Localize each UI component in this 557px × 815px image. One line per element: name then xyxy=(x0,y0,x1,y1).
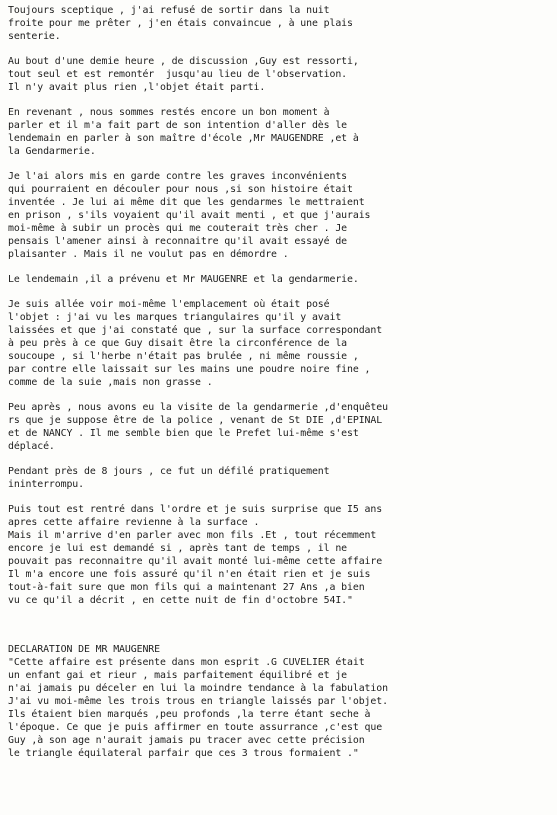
text-line: moi-même à subir un procès qui me couterait très cher . Je xyxy=(8,223,348,234)
text-line: Il n'y avait plus rien ,l'objet était parti. xyxy=(8,82,266,93)
paragraph xyxy=(8,106,549,158)
text-line: Je suis allée voir moi-même l'emplacement où était posé xyxy=(8,299,330,310)
paragraph xyxy=(8,55,549,94)
text-line: en prison , s'ils voyaient qu'il avait menti , et que j'aurais xyxy=(8,210,371,221)
text-line: déplacé. xyxy=(8,441,55,452)
document-body xyxy=(8,4,549,607)
text-line: tout-à-fait sure que mon fils qui a maintenant 27 Ans ,a bien xyxy=(8,582,365,593)
text-line: "Cette affaire est présente dans mon esprit .G CUVELIER était xyxy=(8,657,365,668)
paragraph xyxy=(8,465,549,491)
text-line: Ils étaient bien marqués ,peu profonds ,la terre étant seche à xyxy=(8,709,371,720)
text-line: le triangle équilateral parfair que ces 3 trous formaient ." xyxy=(8,748,359,759)
text-line: senterie. xyxy=(8,31,61,42)
text-line: pensais l'amener ainsi à reconnaitre qu'il avait essayé de xyxy=(8,236,348,247)
text-line: Au bout d'une demie heure , de discussion ,Guy est ressorti, xyxy=(8,56,359,67)
text-line: soucoupe , si l'herbe n'était pas brulée , ni même roussie , xyxy=(8,351,359,362)
text-line: qui pourraient en découler pour nous ,si son histoire était xyxy=(8,184,353,195)
paragraph xyxy=(8,4,549,43)
text-line: plaisanter . Mais il ne voulut pas en démordre . xyxy=(8,249,289,260)
text-line: un enfant gai et rieur , mais parfaitement équilibré et je xyxy=(8,670,348,681)
paragraph xyxy=(8,298,549,389)
text-line: n'ai jamais pu déceler en lui la moindre tendance à la fabulation xyxy=(8,683,388,694)
text-line: rs que je suppose être de la police , venant de St DIE ,d'EPINAL xyxy=(8,415,383,426)
text-line: ininterrompu. xyxy=(8,479,84,490)
section-title: DECLARATION DE MR MAUGENRE xyxy=(8,644,160,655)
text-line: par contre elle laissait sur les mains une poudre noire fine , xyxy=(8,364,371,375)
final-paragraph xyxy=(8,656,549,760)
text-line: apres cette affaire revienne à la surface . xyxy=(8,517,260,528)
text-line: à peu près à ce que Guy disait être la circonférence de la xyxy=(8,338,348,349)
text-line: froite pour me prêter , j'en étais convaincue , à une plais xyxy=(8,18,353,29)
text-line: Guy ,à son age n'aurait jamais pu tracer avec cette précision xyxy=(8,735,365,746)
text-line: lendemain en parler à son maître d'école ,Mr MAUGENDRE ,et à xyxy=(8,133,359,144)
text-line: Il m'a encore une fois assuré qu'il n'en était rien et je suis xyxy=(8,569,371,580)
text-line: Toujours sceptique , j'ai refusé de sortir dans la nuit xyxy=(8,5,330,16)
paragraph xyxy=(8,170,549,261)
paragraph xyxy=(8,273,549,286)
text-line: Le lendemain ,il a prévenu et Mr MAUGENRE et la gendarmerie. xyxy=(8,274,359,285)
text-line: l'époque. Ce que je puis affirmer en toute assurrance ,c'est que xyxy=(8,722,383,733)
text-line: l'objet : j'ai vu les marques triangulaires qu'il y avait xyxy=(8,312,342,323)
text-line: Peu après , nous avons eu la visite de la gendarmerie ,d'enquêteu xyxy=(8,402,388,413)
text-line: la Gendarmerie. xyxy=(8,146,96,157)
text-line: Pendant près de 8 jours , ce fut un défilé pratiquement xyxy=(8,466,330,477)
section-gap xyxy=(8,619,549,643)
text-line: vu ce qu'il a décrit , en cette nuit de fin d'octobre 54I." xyxy=(8,595,353,606)
text-line: Puis tout est rentré dans l'ordre et je suis surprise que I5 ans xyxy=(8,504,383,515)
text-line: comme de la suie ,mais non grasse . xyxy=(8,377,213,388)
text-line: tout seul et est remontér jusqu'au lieu de l'observation. xyxy=(8,69,348,80)
paragraph xyxy=(8,401,549,453)
text-line: Je l'ai alors mis en garde contre les graves inconvénients xyxy=(8,171,348,182)
text-line: laissées et que j'ai constaté que , sur la surface correspondant xyxy=(8,325,383,336)
text-line: Mais il m'arrive d'en parler avec mon fils .Et , tout récemment xyxy=(8,530,377,541)
text-line: parler et il m'a fait part de son intention d'aller dès le xyxy=(8,120,348,131)
text-line: pouvait pas reconnaitre qu'il avait monté lui-même cette affaire xyxy=(8,556,383,567)
text-line: et de NANCY . Il me semble bien que le Prefet lui-même s'est xyxy=(8,428,359,439)
text-line: En revenant , nous sommes restés encore un bon moment à xyxy=(8,107,330,118)
text-line: inventée . Je lui ai même dit que les gendarmes le mettraient xyxy=(8,197,365,208)
text-line: J'ai vu moi-même les trois trous en triangle laissés par l'objet. xyxy=(8,696,388,707)
paragraph xyxy=(8,503,549,607)
text-line: encore je lui est demandé si , après tant de temps , il ne xyxy=(8,543,348,554)
